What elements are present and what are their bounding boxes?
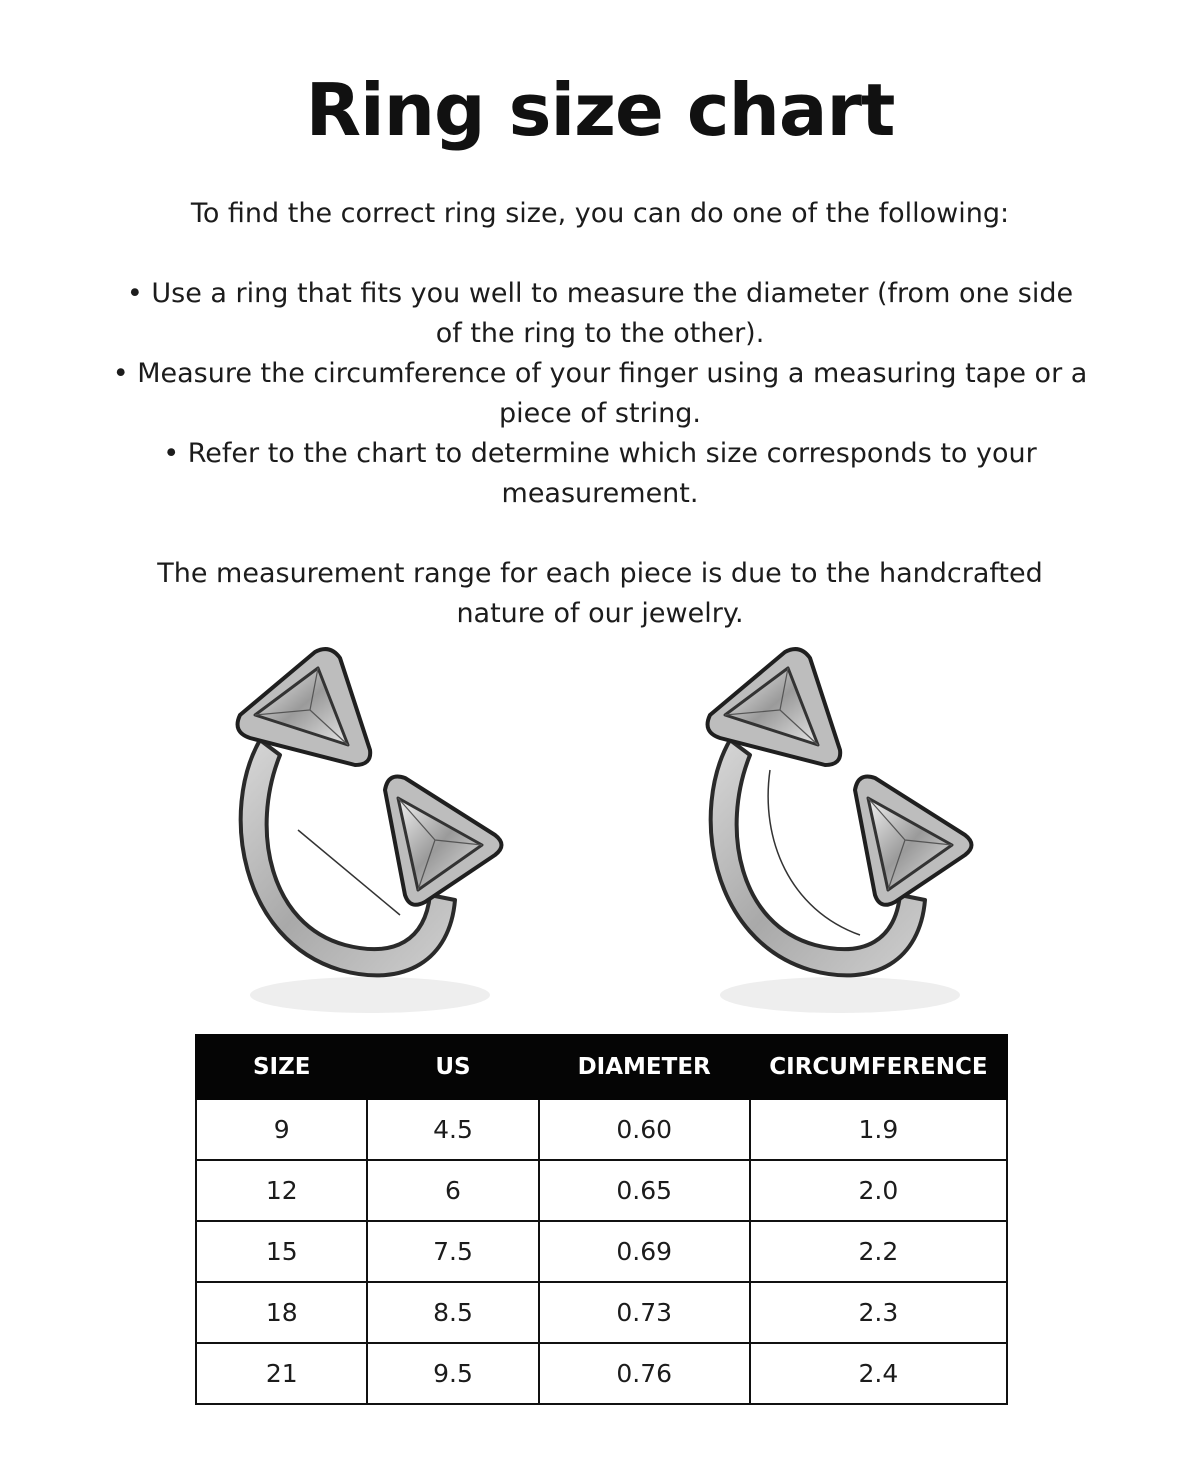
cell-diameter: 0.73 <box>539 1282 750 1343</box>
table-row <box>196 1282 1007 1343</box>
table-row <box>196 1099 1007 1160</box>
header-circumference: CIRCUMFERENCE <box>750 1035 1007 1099</box>
instruction-list <box>110 274 1090 514</box>
cell-size: 12 <box>196 1160 367 1221</box>
cell-diameter: 0.60 <box>539 1099 750 1160</box>
cell-diameter: 0.65 <box>539 1160 750 1221</box>
table-row <box>196 1221 1007 1282</box>
header-size: SIZE <box>196 1035 367 1099</box>
table-header-row <box>196 1035 1007 1099</box>
measurement-note: The measurement range for each piece is due to the handcrafted nature of our jewelry. <box>157 558 1043 629</box>
open-ring-icon <box>220 640 520 1020</box>
cell-diameter: 0.69 <box>539 1221 750 1282</box>
cell-circumference: 1.9 <box>750 1099 1007 1160</box>
cell-circumference: 2.3 <box>750 1282 1007 1343</box>
table-row <box>196 1160 1007 1221</box>
table-row <box>196 1343 1007 1404</box>
ring-size-table <box>195 1034 1008 1405</box>
cell-circumference: 2.0 <box>750 1160 1007 1221</box>
cell-us: 7.5 <box>367 1221 538 1282</box>
cell-circumference: 2.2 <box>750 1221 1007 1282</box>
header-diameter: DIAMETER <box>539 1035 750 1099</box>
intro-text: To find the correct ring size, you can do one of the following: <box>190 198 1010 229</box>
cell-size: 15 <box>196 1221 367 1282</box>
cell-us: 4.5 <box>367 1099 538 1160</box>
cell-us: 9.5 <box>367 1343 538 1404</box>
cell-circumference: 2.4 <box>750 1343 1007 1404</box>
cell-size: 18 <box>196 1282 367 1343</box>
open-ring-icon <box>690 640 990 1020</box>
cell-size: 9 <box>196 1099 367 1160</box>
cell-us: 6 <box>367 1160 538 1221</box>
cell-us: 8.5 <box>367 1282 538 1343</box>
instruction-item: • Use a ring that fits you well to measure the diameter (from one side of the ring to the other). <box>126 278 1074 349</box>
instruction-item: • Measure the circumference of your finger using a measuring tape or a piece of string. <box>112 358 1088 429</box>
header-us: US <box>367 1035 538 1099</box>
cell-diameter: 0.76 <box>539 1343 750 1404</box>
instruction-item: • Refer to the chart to determine which size corresponds to your measurement. <box>163 438 1037 509</box>
page-title: Ring size chart <box>305 68 895 152</box>
cell-size: 21 <box>196 1343 367 1404</box>
